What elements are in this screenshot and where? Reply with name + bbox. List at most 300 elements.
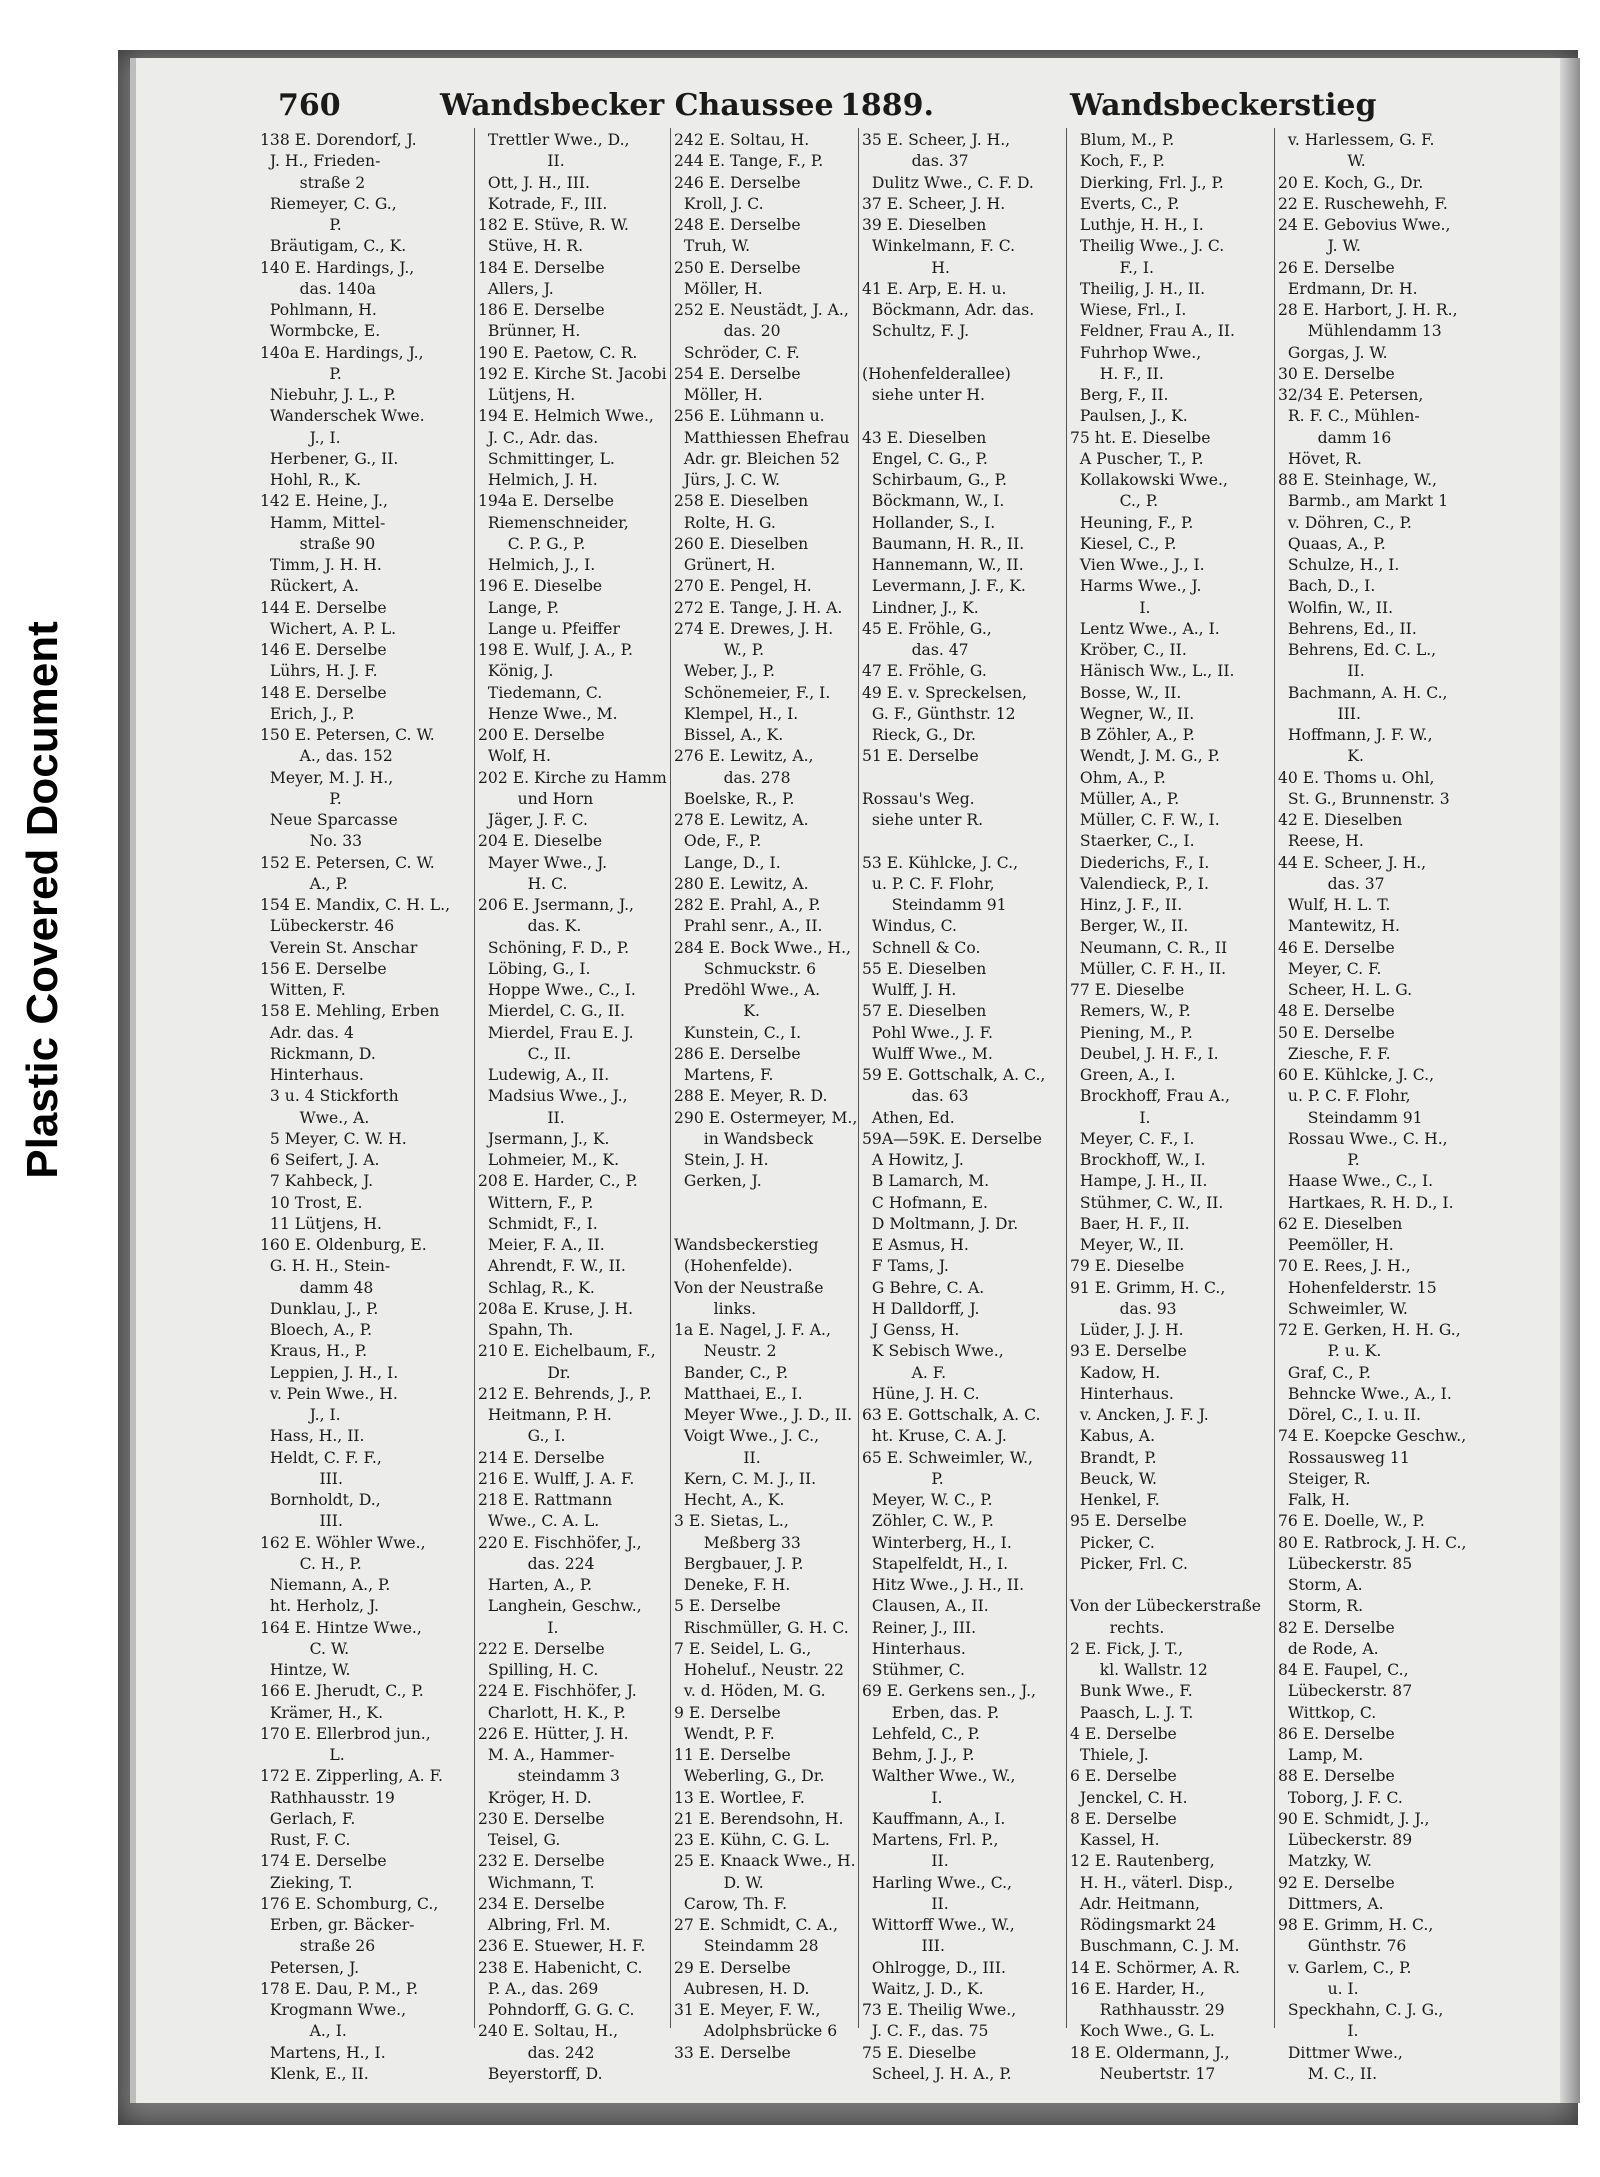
directory-entry-line: Grünert, H.: [674, 556, 776, 574]
directory-entry-line: I.: [478, 1618, 559, 1637]
directory-entry-line: 2 E. Fick, J. T.,: [1070, 1639, 1184, 1658]
directory-entry-line: [674, 1214, 842, 1235]
directory-entry-line: Lange u. Pfeiffer: [478, 619, 620, 638]
directory-entry-line: u. P. C. F. Flohr,: [862, 874, 995, 893]
directory-entry-line: Pohlmann, H.: [260, 301, 377, 319]
directory-entry-line: 244 E. Tange, F., P.: [674, 152, 824, 171]
directory-entry-line: Rathhausstr. 19: [260, 1788, 395, 1807]
directory-entry-line: Lütjens, H.: [478, 386, 576, 404]
directory-entry-line: 184 E. Derselbe: [478, 258, 605, 277]
directory-entry-line: Lübeckerstr. 87: [1278, 1682, 1413, 1701]
directory-entry-line: Hinterhaus.: [862, 1639, 966, 1658]
directory-entry-line: 222 E. Derselbe: [478, 1639, 605, 1658]
header-street: Wandsbecker Chaussee: [440, 88, 834, 123]
directory-entry-line: Hitz Wwe., J. H., II.: [862, 1576, 1025, 1594]
directory-entry-line: Albring, Frl. M.: [478, 1916, 611, 1934]
directory-entry-line: 60 E. Kühlcke, J. C.,: [1278, 1066, 1435, 1084]
directory-entry-line: II.: [862, 1852, 949, 1871]
directory-entry-line: H. F., II.: [1070, 364, 1164, 383]
directory-entry-line: Adr. gr. Bleichen 52: [674, 449, 840, 468]
directory-entry-line: Harten, A., P.: [478, 1576, 593, 1594]
directory-entry-line: G Behre, C. A.: [862, 1278, 985, 1297]
directory-entry-line: Zöhler, C. W., P.: [862, 1512, 994, 1531]
directory-entry-line: F Tams, J.: [862, 1257, 949, 1276]
directory-entry-line: Timm, J. H. H.: [260, 556, 382, 574]
directory-entry-line: 272 E. Tange, J. H. A.: [674, 598, 843, 617]
directory-entry-line: Schnell & Co.: [862, 938, 981, 957]
directory-entry-line: 16 E. Harder, H.,: [1070, 1979, 1205, 1998]
directory-entry-line: Luthje, H. H., I.: [1070, 216, 1204, 234]
directory-entry-line: Windus, C.: [862, 917, 957, 936]
directory-entry-line: Haase Wwe., C., I.: [1278, 1172, 1434, 1191]
directory-entry-line: Rückert, A.: [260, 577, 359, 596]
directory-entry-line: 10 Trost, E.: [260, 1193, 363, 1212]
directory-entry-line: Wolf, H.: [478, 747, 551, 766]
directory-entry-line: 5 Meyer, C. W. H.: [260, 1129, 407, 1148]
directory-entry-line: das. 37: [862, 152, 969, 171]
directory-entry-line: Jäger, J. F. C.: [478, 811, 588, 829]
page-number: 760: [278, 88, 341, 123]
directory-entry-line: M. A., Hammer-: [478, 1746, 615, 1764]
directory-entry-line: Rödingsmarkt 24: [1070, 1916, 1217, 1934]
directory-entry-line: Kunstein, C., I.: [674, 1023, 802, 1042]
directory-entry-line: Bissel, A., K.: [674, 726, 784, 744]
directory-entry-line: 278 E. Lewitz, A.: [674, 811, 809, 829]
directory-entry-line: Waitz, J. D., K.: [862, 1979, 984, 1998]
directory-entry-line: 194 E. Helmich Wwe.,: [478, 407, 654, 426]
directory-entry-line: Klempel, H., I.: [674, 704, 799, 723]
directory-entry-line: 176 E. Schomburg, C.,: [260, 1894, 439, 1913]
directory-entry-line: Gerlach, F.: [260, 1809, 356, 1828]
directory-entry-line: Schweimler, W.: [1278, 1299, 1408, 1318]
directory-entry-line: Piening, M., P.: [1070, 1023, 1193, 1042]
directory-entry-line: Steiger, R.: [1278, 1469, 1371, 1488]
directory-entry-line: 14 E. Schörmer, A. R.: [1070, 1958, 1240, 1977]
directory-entry-line: Falk, H.: [1278, 1491, 1350, 1509]
directory-entry-line: II.: [674, 1448, 761, 1467]
directory-entry-line: Rathhausstr. 29: [1070, 2001, 1225, 2019]
directory-entry-line: Brandt, P.: [1070, 1448, 1157, 1467]
directory-entry-line: Engel, C. G., P.: [862, 449, 988, 468]
directory-entry-line: D. W.: [674, 1873, 764, 1892]
directory-entry-line: Ohlrogge, D., III.: [862, 1958, 1006, 1977]
directory-entry-line: v. Harlessem, G. F.: [1278, 131, 1435, 149]
directory-entry-line: 138 E. Dorendorf, J.: [260, 131, 417, 149]
directory-entry-line: Prahl senr., A., II.: [674, 917, 823, 936]
directory-entry-line: 290 E. Ostermeyer, M.,: [674, 1108, 858, 1127]
directory-entry-line: 196 E. Dieselbe: [478, 577, 603, 596]
directory-entry-line: Rossausweg 11: [1278, 1448, 1410, 1467]
directory-entry-line: 212 E. Behrends, J., P.: [478, 1384, 652, 1403]
directory-entry-line: Lübeckerstr. 46: [260, 917, 395, 936]
directory-entry-line: C. H., P.: [260, 1554, 362, 1573]
directory-entry-line: [862, 768, 1030, 789]
directory-entry-line: u. P. C. F. Flohr,: [1278, 1087, 1411, 1106]
directory-entry-line: Dittmers, A.: [1278, 1894, 1384, 1913]
directory-entry-line: Zieking, T.: [260, 1873, 353, 1892]
directory-entry-line: 186 E. Derselbe: [478, 301, 605, 319]
directory-entry-line: H.: [862, 258, 950, 277]
directory-entry-line: Wendt, J. M. G., P.: [1070, 747, 1220, 766]
directory-entry-line: Paulsen, J., K.: [1070, 407, 1188, 426]
directory-entry-line: Lehfeld, C., P.: [862, 1724, 980, 1743]
directory-entry-line: Lohmeier, M., K.: [478, 1151, 620, 1169]
directory-entry-line: Erich, J., P.: [260, 704, 355, 723]
directory-entry-line: Wichmann, T.: [478, 1873, 595, 1892]
directory-entry-line: 31 E. Meyer, F. W.,: [674, 2001, 821, 2019]
directory-entry-line: Krogmann Wwe.,: [260, 2001, 407, 2019]
directory-entry-line: [1070, 1575, 1238, 1596]
directory-entry-line: 254 E. Derselbe: [674, 364, 801, 383]
directory-entry-line: Hamm, Mittel-: [260, 513, 386, 532]
directory-entry-line: v. Döhren, C., P.: [1278, 513, 1412, 532]
directory-entry-line: Kiesel, C., P.: [1070, 534, 1177, 553]
directory-entry-line: Wittorff Wwe., W.,: [862, 1916, 1015, 1934]
directory-entry-line: Hoffmann, J. F. W.,: [1278, 726, 1433, 744]
directory-entry-line: Ode, F., P.: [674, 832, 762, 851]
directory-entry-line: 69 E. Gerkens sen., J.,: [862, 1682, 1037, 1701]
directory-entry-line: Kröger, H. D.: [478, 1788, 592, 1807]
directory-entry-line: 192 E. Kirche St. Jacobi: [478, 364, 667, 383]
directory-entry-line: Baumann, H. R., II.: [862, 534, 1025, 553]
directory-entry-line: das. 20: [674, 322, 781, 341]
directory-entry-line: 162 E. Wöhler Wwe.,: [260, 1533, 426, 1552]
directory-entry-line: Lührs, H. J. F.: [260, 662, 378, 681]
directory-entry-line: Spilling, H. C.: [478, 1661, 599, 1679]
directory-entry-line: 174 E. Derselbe: [260, 1852, 387, 1871]
directory-entry-line: II.: [862, 1894, 949, 1913]
directory-entry-line: Schultz, F. J.: [862, 322, 970, 341]
directory-entry-line: 1a E. Nagel, J. F. A.,: [674, 1321, 831, 1339]
directory-entry-line: Wormbcke, E.: [260, 322, 381, 341]
directory-entry-line: 22 E. Ruschewehh, F.: [1278, 194, 1448, 213]
directory-entry-line: 156 E. Derselbe: [260, 959, 387, 978]
directory-entry-line: Meyer, W. C., P.: [862, 1491, 993, 1509]
directory-entry-line: Dörel, C., I. u. II.: [1278, 1406, 1421, 1424]
directory-entry-line: P. A., das. 269: [478, 1979, 599, 1998]
directory-entry-line: 44 E. Scheer, J. H.,: [1278, 853, 1427, 872]
directory-entry-line: Wichert, A. P. L.: [260, 619, 397, 638]
directory-entry-line: Matthiessen Ehefrau: [674, 428, 850, 447]
column-rule: [858, 128, 859, 2028]
directory-entry-line: 240 E. Soltau, H.,: [478, 2022, 619, 2041]
directory-entry-line: Klenk, E., II.: [260, 2064, 369, 2083]
directory-entry-line: Dierking, Frl. J., P.: [1070, 173, 1224, 192]
directory-entry-line: Günthstr. 76: [1278, 1937, 1407, 1956]
directory-entry-line: siehe unter R.: [862, 811, 984, 829]
directory-entry-line: Rickmann, D.: [260, 1044, 376, 1063]
directory-entry-line: Paasch, L. J. T.: [1070, 1703, 1194, 1722]
directory-entry-line: Erben, gr. Bäcker-: [260, 1916, 415, 1934]
directory-entry-line: Jürs, J. C. W.: [674, 471, 781, 489]
directory-entry-line: 6 Seifert, J. A.: [260, 1151, 380, 1169]
directory-entry-line: siehe unter H.: [862, 386, 985, 404]
directory-entry-line: I.: [862, 1788, 943, 1807]
directory-entry-line: Lange, D., I.: [674, 853, 781, 872]
directory-entry-line: damm 16: [1278, 428, 1392, 447]
directory-entry-line: Ahrendt, F. W., II.: [478, 1257, 626, 1276]
directory-entry-line: Wittkop, C.: [1278, 1703, 1377, 1722]
directory-entry-line: Gerken, J.: [674, 1172, 762, 1191]
directory-entry-line: Weber, J., P.: [674, 662, 775, 681]
directory-entry-line: Teisel, G.: [478, 1831, 561, 1849]
directory-entry-line: Ziesche, F. F.: [1278, 1044, 1391, 1063]
directory-entry-line: 59A—59K. E. Derselbe: [862, 1129, 1043, 1148]
directory-entry-line: 220 E. Fischhöfer, J.,: [478, 1533, 642, 1552]
directory-entry-line: Dittmer Wwe.,: [1278, 2043, 1403, 2062]
directory-entry-line: Bergbauer, J. P.: [674, 1554, 804, 1573]
directory-entry-line: Kröber, C., II.: [1070, 641, 1187, 659]
directory-entry-line: W., P.: [674, 641, 765, 659]
directory-entry-line: A., I.: [260, 2022, 347, 2041]
directory-entry-line: Hartkaes, R. H. D., I.: [1278, 1193, 1454, 1212]
directory-entry-line: Matthaei, E., I.: [674, 1384, 803, 1403]
directory-entry-line: I.: [1278, 2022, 1359, 2041]
header-year: 1889.: [840, 88, 934, 123]
directory-entry-line: 73 E. Theilig Wwe.,: [862, 2001, 1017, 2019]
directory-column-1: [260, 130, 451, 2083]
directory-entry-line: Koch, F., P.: [1070, 152, 1165, 171]
directory-entry-line: II.: [478, 152, 565, 171]
directory-entry-line: 28 E. Harbort, J. H. R.,: [1278, 301, 1458, 319]
directory-entry-line: Brockhoff, W., I.: [1070, 1151, 1206, 1169]
directory-entry-line: 80 E. Ratbrock, J. H. C.,: [1278, 1533, 1467, 1552]
directory-entry-line: (Hohenfelde).: [674, 1257, 793, 1276]
directory-entry-line: Niemann, A., P.: [260, 1576, 391, 1594]
directory-entry-line: Behm, J. J., P.: [862, 1746, 975, 1764]
directory-entry-line: Helmich, J., I.: [478, 556, 596, 574]
directory-entry-line: Hinterhaus.: [260, 1066, 364, 1084]
directory-entry-line: Barmb., am Markt 1: [1278, 492, 1449, 511]
directory-entry-line: No. 33: [260, 832, 363, 851]
directory-entry-line: J. H., Frieden-: [260, 152, 381, 171]
directory-entry-line: 224 E. Fischhöfer, J.: [478, 1682, 637, 1701]
directory-entry-line: Stapelfeldt, H., I.: [862, 1554, 1009, 1573]
directory-entry-line: Weberling, G., Dr.: [674, 1767, 825, 1786]
directory-entry-line: Lange, P.: [478, 598, 560, 617]
directory-entry-line: Buschmann, C. J. M.: [1070, 1937, 1240, 1956]
column-rule: [474, 128, 475, 2028]
page-edge: [1560, 58, 1580, 2103]
directory-entry-line: Lentz Wwe., A., I.: [1070, 619, 1220, 638]
directory-entry-line: Adr. das. 4: [260, 1023, 354, 1042]
directory-entry-line: St. G., Brunnenstr. 3: [1278, 789, 1450, 808]
directory-entry-line: Steindamm 28: [674, 1937, 819, 1956]
directory-entry-line: P.: [260, 364, 342, 383]
directory-entry-line: Reese, H.: [1278, 832, 1364, 851]
directory-entry-line: das. 37: [1278, 874, 1385, 893]
directory-entry-line: Schlag, R., K.: [478, 1278, 595, 1297]
directory-entry-line: P.: [1278, 1151, 1360, 1169]
directory-entry-line: 194a E. Derselbe: [478, 492, 614, 511]
directory-entry-line: III.: [1278, 704, 1361, 723]
directory-entry-line: Hollander, S., I.: [862, 513, 996, 532]
directory-entry-line: A., das. 152: [260, 747, 393, 766]
directory-entry-line: de Rode, A.: [1278, 1639, 1379, 1658]
directory-entry-line: Langhein, Geschw.,: [478, 1597, 642, 1616]
directory-entry-line: 8 E. Derselbe: [1070, 1809, 1177, 1828]
directory-entry-line: 208a E. Kruse, J. H.: [478, 1299, 634, 1318]
directory-entry-line: J Genss, H.: [862, 1321, 960, 1339]
directory-entry-line: K.: [1278, 747, 1365, 766]
directory-entry-line: Koch Wwe., G. L.: [1070, 2022, 1215, 2041]
directory-column-2: [478, 130, 667, 2083]
directory-entry-line: 164 E. Hintze Wwe.,: [260, 1618, 422, 1637]
directory-entry-line: 252 E. Neustädt, J. A.,: [674, 301, 849, 319]
directory-entry-line: Voigt Wwe., J. C.,: [674, 1427, 820, 1446]
directory-entry-line: Martens, H., I.: [260, 2043, 386, 2062]
directory-entry-line: 88 E. Steinhage, W.,: [1278, 471, 1437, 489]
directory-entry-line: P.: [862, 1469, 944, 1488]
directory-entry-line: 286 E. Derselbe: [674, 1044, 801, 1063]
directory-entry-line: 198 E. Wulf, J. A., P.: [478, 641, 633, 659]
directory-entry-line: [862, 343, 1030, 364]
directory-entry-line: Winterberg, H., I.: [862, 1533, 1012, 1552]
directory-entry-line: 154 E. Mandix, C. H. L.,: [260, 896, 451, 914]
directory-entry-line: 7 Kahbeck, J.: [260, 1172, 374, 1191]
directory-entry-line: 11 Lütjens, H.: [260, 1214, 382, 1233]
directory-entry-line: Stühmer, C.: [862, 1661, 965, 1679]
directory-entry-line: M. C., II.: [1278, 2064, 1378, 2083]
directory-entry-line: C., P.: [1070, 492, 1159, 511]
directory-entry-line: Schröder, C. F.: [674, 343, 800, 362]
directory-entry-line: Walther Wwe., W.,: [862, 1767, 1016, 1786]
directory-entry-line: damm 48: [260, 1278, 374, 1297]
directory-entry-line: Meyer, C. F.: [1278, 959, 1382, 978]
directory-entry-line: Rossau Wwe., C. H.,: [1278, 1129, 1448, 1148]
directory-entry-line: III.: [260, 1469, 343, 1488]
directory-entry-line: Picker, Frl. C.: [1070, 1554, 1188, 1573]
directory-entry-line: 5 E. Derselbe: [674, 1597, 781, 1616]
directory-entry-line: 208 E. Harder, C., P.: [478, 1172, 638, 1191]
directory-entry-line: Wulff, J. H.: [862, 981, 957, 999]
directory-entry-line: 75 ht. E. Dieselbe: [1070, 428, 1211, 447]
directory-entry-line: Krämer, H., K.: [260, 1703, 384, 1722]
header-continuation: Wandsbeckerstieg: [1070, 88, 1377, 123]
directory-entry-line: 232 E. Derselbe: [478, 1852, 605, 1871]
directory-entry-line: Löbing, G., I.: [478, 959, 591, 978]
directory-entry-line: 11 E. Derselbe: [674, 1746, 791, 1764]
directory-entry-line: Rolte, H. G.: [674, 513, 776, 532]
directory-entry-line: Tiedemann, C.: [478, 683, 603, 702]
directory-entry-line: A Howitz, J.: [862, 1151, 964, 1169]
directory-entry-line: Wittern, F., P.: [478, 1193, 594, 1212]
directory-entry-line: Steindamm 91: [862, 896, 1007, 914]
directory-entry-line: I.: [1070, 1108, 1151, 1127]
directory-entry-line: v. Pein Wwe., H.: [260, 1384, 398, 1403]
directory-entry-line: Toborg, J. F. C.: [1278, 1788, 1403, 1807]
directory-entry-line: 142 E. Heine, J.,: [260, 492, 388, 511]
directory-entry-line: III.: [260, 1512, 343, 1531]
page-header: [150, 80, 1377, 130]
directory-entry-line: 74 E. Koepcke Geschw.,: [1278, 1427, 1467, 1446]
directory-entry-line: Henkel, F.: [1070, 1491, 1160, 1509]
directory-entry-line: Schulze, H., I.: [1278, 556, 1400, 574]
directory-entry-line: 33 E. Derselbe: [674, 2043, 791, 2062]
directory-entry-line: [862, 406, 1030, 427]
directory-entry-line: Stühmer, C. W., II.: [1070, 1193, 1224, 1212]
directory-entry-line: J., I.: [260, 428, 341, 447]
directory-entry-line: Wiese, Frl., I.: [1070, 301, 1187, 319]
directory-entry-line: 50 E. Derselbe: [1278, 1023, 1395, 1042]
directory-entry-line: und Horn: [478, 789, 594, 808]
directory-entry-line: 57 E. Dieselben: [862, 1002, 987, 1021]
directory-entry-line: Stüve, H. R.: [478, 237, 584, 256]
directory-entry-line: Adr. Heitmann,: [1070, 1894, 1201, 1913]
directory-entry-line: straße 2: [260, 173, 366, 192]
directory-entry-line: v. Ancken, J. F. J.: [1070, 1406, 1209, 1424]
directory-entry-line: 65 E. Schweimler, W.,: [862, 1448, 1033, 1467]
directory-entry-line: 276 E. Lewitz, A.,: [674, 747, 814, 766]
directory-entry-line: Picker, C.: [1070, 1533, 1155, 1552]
directory-entry-line: straße 90: [260, 534, 376, 553]
directory-entry-line: F., I.: [1070, 258, 1154, 277]
directory-entry-line: 230 E. Derselbe: [478, 1809, 605, 1828]
directory-entry-line: C. W.: [260, 1639, 350, 1658]
directory-entry-line: Von der Lübeckerstraße: [1070, 1597, 1261, 1616]
directory-entry-line: Bräutigam, C., K.: [260, 237, 407, 256]
directory-entry-line: Bosse, W., II.: [1070, 683, 1182, 702]
directory-entry-line: Herbener, G., II.: [260, 449, 399, 468]
directory-entry-line: [862, 831, 1030, 852]
directory-entry-line: Hüne, J. H. C.: [862, 1384, 980, 1403]
directory-entry-line: 4 E. Derselbe: [1070, 1724, 1177, 1743]
directory-entry-line: Meyer, W., II.: [1070, 1236, 1185, 1254]
directory-entry-line: Matzky, W.: [1278, 1852, 1373, 1871]
directory-entry-line: Wanderschek Wwe.: [260, 407, 425, 426]
directory-entry-line: Feldner, Frau A., II.: [1070, 322, 1235, 341]
directory-entry-line: 41 E. Arp, E. H. u.: [862, 279, 1007, 298]
directory-entry-line: Remers, W., P.: [1070, 1002, 1191, 1021]
directory-entry-line: Hecht, A., K.: [674, 1491, 785, 1509]
directory-entry-line: Müller, C. F. H., II.: [1070, 959, 1227, 978]
directory-entry-line: das. K.: [478, 917, 582, 936]
directory-entry-line: Wegner, W., II.: [1070, 704, 1195, 723]
directory-entry-line: Lübeckerstr. 85: [1278, 1554, 1413, 1573]
directory-entry-line: 202 E. Kirche zu Hamm: [478, 768, 667, 787]
directory-entry-line: Witten, F.: [260, 981, 346, 999]
directory-entry-line: u. I.: [1278, 1979, 1359, 1998]
directory-entry-line: Hinterhaus.: [1070, 1384, 1174, 1403]
directory-entry-line: I.: [1070, 598, 1151, 617]
directory-entry-line: Berger, W., II.: [1070, 917, 1189, 936]
directory-entry-line: Charlott, H. K., P.: [478, 1703, 626, 1722]
directory-entry-line: Erben, das. P.: [862, 1703, 1000, 1722]
directory-entry-line: 92 E. Derselbe: [1278, 1873, 1395, 1892]
directory-entry-line: Hohenfelderstr. 15: [1278, 1278, 1437, 1297]
directory-entry-line: Jenckel, C. H.: [1070, 1788, 1188, 1807]
directory-entry-line: 248 E. Derselbe: [674, 216, 801, 234]
directory-entry-line: in Wandsbeck: [674, 1129, 814, 1148]
directory-entry-line: J., I.: [260, 1406, 341, 1424]
directory-entry-line: 140 E. Hardings, J.,: [260, 258, 415, 277]
directory-entry-line: Leppien, J. H., I.: [260, 1363, 399, 1382]
directory-entry-line: 98 E. Grimm, H. C.,: [1278, 1916, 1434, 1934]
directory-entry-line: 45 E. Fröhle, G.,: [862, 619, 992, 638]
directory-entry-line: 51 E. Derselbe: [862, 747, 979, 766]
directory-entry-line: 29 E. Derselbe: [674, 1958, 791, 1977]
directory-entry-line: 3 u. 4 Stickforth: [260, 1087, 399, 1106]
directory-entry-line: Von der Neustraße: [674, 1278, 824, 1297]
directory-entry-line: rechts.: [1070, 1618, 1165, 1637]
directory-entry-line: 152 E. Petersen, C. W.: [260, 853, 435, 872]
directory-entry-line: C. P. G., P.: [478, 534, 586, 553]
directory-entry-line: Hannemann, W., II.: [862, 556, 1024, 574]
directory-entry-line: Wulff Wwe., M.: [862, 1044, 993, 1063]
directory-entry-line: [674, 1193, 842, 1214]
directory-entry-line: 70 E. Rees, J. H.,: [1278, 1257, 1411, 1276]
directory-entry-line: 178 E. Dau, P. M., P.: [260, 1979, 419, 1998]
